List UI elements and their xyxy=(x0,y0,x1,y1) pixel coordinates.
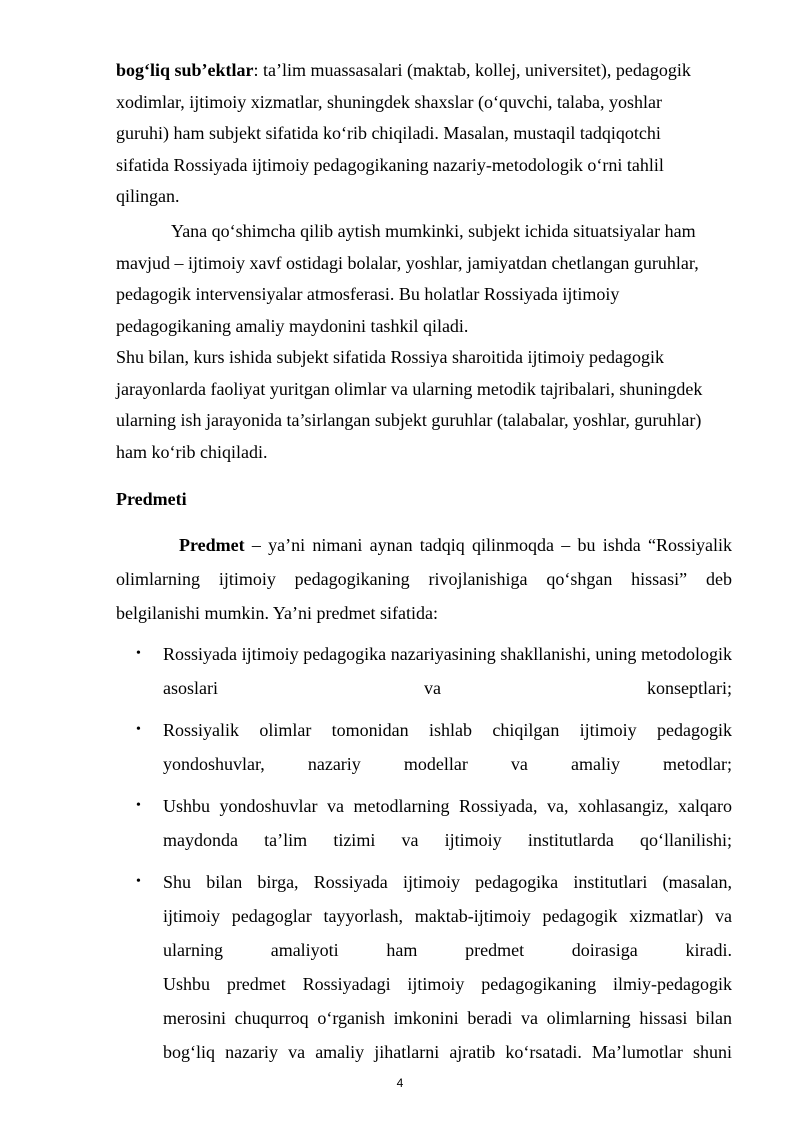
paragraph-line: ularning ish jarayonida ta’sirlangan subjekt guruhlar (talabalar, yoshlar, guruhlar) xyxy=(116,410,702,430)
list-item xyxy=(136,865,732,1069)
paragraph-line: guruhi) ham subjekt sifatida ko‘rib chiqiladi. Masalan, mustaqil tadqiqotchi xyxy=(116,123,661,143)
paragraph-line: : ta’lim muassasalari (maktab, kollej, universitet), pedagogik xyxy=(253,60,691,80)
paragraph-lead-bold: bog‘liq sub’ektlar xyxy=(116,60,254,80)
list-item-text: Ushbu yondoshuvlar va metodlarning Rossiyada, va, xohlasangiz, xalqaro maydonda ta’lim tizimi va ijtimoiy institutlarda qo‘llanilishi; xyxy=(163,796,732,850)
list-item-line: ijtimoiy pedagoglar tayyorlash, maktab-ijtimoiy pedagogik xizmatlar) va xyxy=(163,906,732,926)
bullet-icon: • xyxy=(136,874,141,889)
paragraph-line: jarayonlarda faoliyat yuritgan olimlar va ularning metodik tajribalari, shuningdek xyxy=(116,378,703,399)
paragraph-line: Yana qo‘shimcha qilib aytish mumkinki, subjekt ichida situatsiyalar ham xyxy=(171,221,696,241)
paragraph-line: xodimlar, ijtimoiy xizmatlar, shuningdek shaxslar (o‘quvchi, talaba, yoshlar xyxy=(116,91,662,112)
list-item-line: Ushbu predmet Rossiyadagi ijtimoiy pedagogikaning ilmiy-pedagogik xyxy=(163,974,732,994)
paragraph-line: qilingan. xyxy=(116,186,180,206)
paragraph-conclusion xyxy=(116,342,732,468)
paragraph-subjects xyxy=(116,55,732,213)
paragraph-lead-bold: Predmet xyxy=(179,535,245,555)
paragraph-line: Shu bilan, kurs ishida subjekt sifatida Rossiya sharoitida ijtimoiy pedagogik xyxy=(116,347,664,367)
list-item-text: Rossiyada ijtimoiy pedagogika nazariyasining shakllanishi, uning metodologik asoslari va konseptlari; xyxy=(163,644,732,698)
list-item xyxy=(136,789,732,857)
list-item-line: ularning amaliyoti ham predmet doirasiga kiradi. xyxy=(163,940,732,960)
list-item xyxy=(136,713,732,781)
list-item-line: bog‘liq nazariy va amaliy jihatlarni ajratib ko‘rsatadi. Ma’lumotlar shuni xyxy=(163,1042,732,1062)
bullet-icon: • xyxy=(136,798,141,813)
paragraph-line: pedagogikaning amaliy maydonini tashkil qiladi. xyxy=(116,315,469,336)
page-number: 4 xyxy=(396,1076,404,1090)
paragraph-predmet xyxy=(116,528,732,630)
paragraph-line: sifatida Rossiyada ijtimoiy pedagogikaning nazariy-metodologik o‘rni tahlil xyxy=(116,154,664,175)
bullet-icon: • xyxy=(136,722,141,737)
list-item-text: Rossiyalik olimlar tomonidan ishlab chiqilgan ijtimoiy pedagogik yondoshuvlar, nazariy modellar va amaliy metodlar; xyxy=(163,720,732,774)
paragraph-situations xyxy=(116,216,732,342)
paragraph-line: ham ko‘rib chiqiladi. xyxy=(116,441,268,462)
section-heading: Predmeti xyxy=(116,489,187,509)
bullet-icon: • xyxy=(136,646,141,661)
paragraph-line: pedagogik intervensiyalar atmosferasi. Bu holatlar Rossiyada ijtimoiy xyxy=(116,284,620,304)
paragraph-text: – ya’ni nimani aynan tadqiq qilinmoqda – bu ishda “Rossiyalik olimlarning ijtimoiy pedagogikaning rivojlanishiga qo‘shgan hissasi” deb belgilanishi mumkin. Ya’ni predmet sifatida: xyxy=(116,535,732,623)
list-item-line: Shu bilan birga, Rossiyada ijtimoiy pedagogika institutlari (masalan, xyxy=(163,872,732,892)
list-item xyxy=(136,637,732,705)
list-item-line: merosini chuqurroq o‘rganish imkonini beradi va olimlarning hissasi bilan xyxy=(163,1008,732,1028)
paragraph-line: mavjud – ijtimoiy xavf ostidagi bolalar, yoshlar, jamiyatdan chetlangan guruhlar, xyxy=(116,252,699,273)
